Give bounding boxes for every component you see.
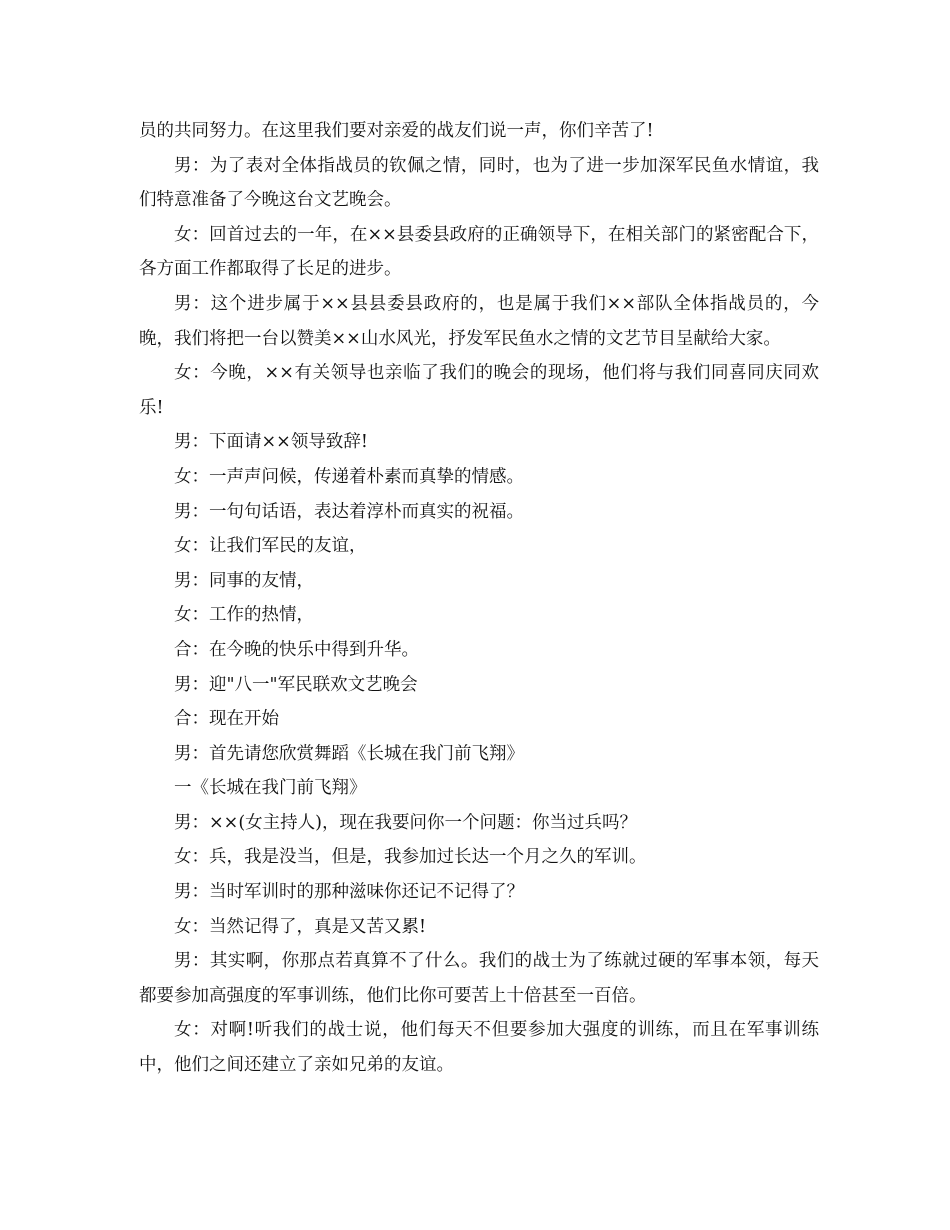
paragraph: 男：首先请您欣赏舞蹈《长城在我门前飞翔》: [174, 743, 524, 764]
paragraph: 员的共同努力。在这里我们要对亲爱的战友们说一声，你们辛苦了!: [139, 121, 654, 141]
paragraph: 男：这个进步属于××县县委县政府的，也是属于我们××部队全体指战员的，今晚，我们将把一台以赞美××山水风光，抒发军民鱼水之情的文艺节目呈献给大家。: [139, 293, 819, 349]
paragraph: 女：一声声问候，传递着朴素而真挚的情感。: [174, 466, 524, 487]
document-body: [139, 114, 819, 1083]
paragraph: 合：在今晚的快乐中得到升华。: [174, 639, 419, 660]
paragraph: 女：今晚，××有关领导也亲临了我们的晚会的现场，他们将与我们同喜同庆同欢乐!: [139, 363, 819, 418]
paragraph: 一《长城在我门前飞翔》: [174, 778, 367, 799]
paragraph: 男：一句句话语，表达着淳朴而真实的祝福。: [174, 501, 524, 522]
paragraph: 女：当然记得了，真是又苦又累!: [174, 916, 427, 937]
paragraph: 女：对啊!听我们的战士说，他们每天不但要参加大强度的训练，而且在军事训练中，他们之间还建立了亲如兄弟的友谊。: [139, 1020, 819, 1076]
paragraph: 男：当时军训时的那种滋味你还记不记得了？: [174, 882, 524, 903]
paragraph: 男：迎"八一"军民联欢文艺晚会: [174, 674, 418, 695]
paragraph: 男：同事的友情，: [174, 570, 314, 591]
paragraph: 男：下面请××领导致辞!: [174, 432, 368, 453]
paragraph: 女：兵，我是没当，但是，我参加过长达一个月之久的军训。: [174, 847, 647, 868]
paragraph: 男：为了表对全体指战员的钦佩之情，同时，也为了进一步加深军民鱼水情谊，我们特意准备了今晚这台文艺晚会。: [139, 155, 819, 211]
paragraph: 合：现在开始: [174, 709, 279, 730]
paragraph: 女：回首过去的一年，在××县委县政府的正确领导下，在相关部门的紧密配合下，各方面工作都取得了长足的进步。: [139, 224, 819, 280]
paragraph: 男：××(女主持人)，现在我要问你一个问题：你当过兵吗？: [174, 812, 637, 833]
paragraph: 男：其实啊，你那点若真算不了什么。我们的战士为了练就过硬的军事本领，每天都要参加高强度的军事训练，他们比你可要苦上十倍甚至一百倍。: [139, 951, 819, 1006]
paragraph: 女：让我们军民的友谊，: [174, 536, 367, 557]
paragraph: 女：工作的热情，: [174, 605, 314, 626]
